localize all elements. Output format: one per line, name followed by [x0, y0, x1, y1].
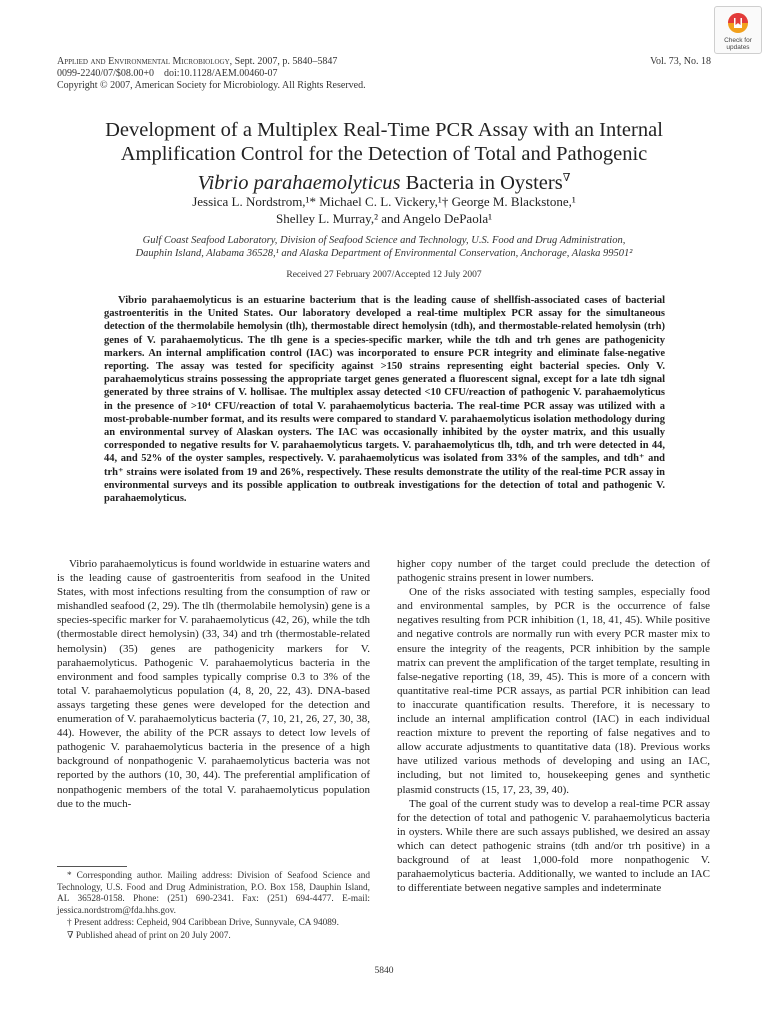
- article-title: [40, 118, 728, 195]
- page-number: 5840: [374, 966, 394, 976]
- title-line-2: Amplification Control for the Detection of Total and Pathogenic: [120, 143, 648, 165]
- title-line-3-rest: Bacteria in Oysters: [400, 171, 563, 194]
- footnote-published-ahead: ∇ Published ahead of print on 20 July 2007.: [67, 930, 231, 941]
- footnote-corresponding-author: * Corresponding author. Mailing address: Division of Seafood Science and Technology, U.S. Food and Drug Administration, P.O. Box 158, Dauphin Island, AL 36528-0158. Phone: (251) 690-2341. Fax: (251) 694-4477. E-mail: jessica.nordstrom@fda.hhs.gov.: [57, 871, 370, 916]
- authors-line-2: Shelley L. Murray,² and Angelo DePaola¹: [276, 211, 492, 226]
- check-for-updates-badge[interactable]: [714, 6, 762, 54]
- check-for-updates-icon: [726, 11, 750, 35]
- title-species: Vibrio parahaemolyticus: [197, 171, 401, 194]
- footnote-present-address: † Present address: Cepheid, 904 Caribbean Drive, Sunnyvale, CA 94089.: [67, 918, 339, 929]
- title-line-1: Development of a Multiplex Real-Time PCR Assay with an Internal: [105, 119, 663, 141]
- body-column-left: [57, 557, 370, 811]
- intro-paragraph-1-continued: higher copy number of the target could preclude the detection of pathogenic strains present in lower numbers.: [397, 558, 710, 585]
- intro-paragraph-3: The goal of the current study was to develop a real-time PCR assay for the detection of total and pathogenic V. parahaemolyticus bacteria in oysters. While there are such assays published, we desired an assay which can detect pathogenic strains (tdh and/or trh positive) in a background of at least 1,000-fold more nonpathogenic V. parahaemolyticus bacteria. Additionally, we wanted to include an IAC to differentiate between negative samples and indeterminate: [397, 797, 710, 895]
- journal-citation: [57, 56, 557, 68]
- intro-paragraph-1: Vibrio parahaemolyticus is found worldwide in estuarine waters and is the leading cause of gastroenteritis from seafood in the United States, with most infections resulting from the consumption of raw or mishandled seafood (2, 29). The tlh (thermolabile hemolysin) gene is a species-specific marker for V. parahaemolyticus (42, 26), while the tdh (thermostable direct hemolysin) (33, 34) and trh (thermostable-related hemolysin) (35) genes are pathogenicity markers for V. parahaemolyticus. Pathogenic V. parahaemolyticus bacteria in the environment and food samples typically comprise 0.3 to 3% of the total V. parahaemolyticus population (4, 8, 20, 22, 43). DNA-based assays targeting these genes were developed for the detection and enumeration of V. parahaemolyticus bacteria (7, 10, 21, 26, 27, 30, 38, 44). However, the ability of the PCR assays to detect low levels of pathogenic V. parahaemolyticus bacteria in the presence of a high background of nonpathogenic V. parahaemolyticus bacteria was not reported by the authors (10, 30, 44). The preferential amplification of nonpathogenic members of the total V. parahaemolyticus population due to the much-: [57, 558, 370, 810]
- body-column-right: [397, 557, 710, 895]
- authors-line-1: Jessica L. Nordstrom,¹* Michael C. L. Vickery,¹† George M. Blackstone,¹: [192, 194, 576, 209]
- received-accepted-dates: Received 27 February 2007/Accepted 12 July 2007: [286, 270, 482, 280]
- check-updates-label-1: Check for: [724, 37, 752, 44]
- issn-doi-line: 0099-2240/07/$08.00+0 doi:10.1128/AEM.00460-07: [57, 68, 278, 79]
- copyright-line: Copyright © 2007, American Society for Microbiology. All Rights Reserved.: [57, 80, 366, 91]
- affiliation-line-1: Gulf Coast Seafood Laboratory, Division of Seafood Science and Technology, U.S. Food and Drug Administration,: [142, 235, 626, 246]
- journal-citation-details: , Sept. 2007, p. 5840–5847: [229, 56, 338, 67]
- journal-name: Applied and Environmental Microbiology: [57, 56, 230, 67]
- footnote-rule: [57, 866, 127, 867]
- journal-info: [57, 56, 557, 92]
- affiliation-line-2: Dauphin Island, Alabama 36528,¹ and Alaska Department of Environmental Conservation, Anchorage, Alaska 99501²: [135, 248, 633, 259]
- intro-paragraph-2: One of the risks associated with testing samples, especially food and environmental samples, by PCR is the occurrence of false negatives resulting from PCR inhibition (1, 18, 41, 45). While positive and negative controls are normally run with every PCR master mix to ensure the integrity of the reagents, PCR inhibition by the sample matrix can prevent the amplification of the target template, resulting in false-negative reporting (18, 39, 45). This is more of a concern with quantitative real-time PCR assays, as partial PCR inhibition can lead to inaccurate quantification results. Therefore, it is necessary to include an internal amplification control (IAC) in each individual reaction mixture to prevent the reporting of false negatives and to allow accurate adjustments to quantitative data (18). Previous works have utilized various methods of developing and using an IAC, including, but not limited to, housekeeping genes and synthetic plasmid constructs (15, 17, 23, 39, 40).: [397, 586, 710, 796]
- abstract: Vibrio parahaemolyticus is an estuarine bacterium that is the leading cause of shellfish-associated cases of bacterial gastroenteritis in the United States. Our laboratory developed a real-time multiplex PCR assay for the simultaneous detection of the thermolabile hemolysin (tlh), thermostable direct hemolysin (tdh), and thermostable-related hemolysin (trh) genes of V. parahaemolyticus. The tlh gene is a species-specific marker, while the tdh and trh genes are pathogenicity markers. An internal amplification control (IAC) was incorporated to ensure PCR integrity and eliminate false-negative reporting. The assay was tested for specificity against >150 strains representing eight bacterial species. Only V. parahaemolyticus strains possessing the appropriate target genes generated a fluorescent signal, except for a late tdh signal generated by three strains of V. hollisae. The multiplex assay detected <10 CFU/reaction of pathogenic V. parahaemolyticus in the presence of >10⁴ CFU/reaction of total V. parahaemolyticus bacteria. The real-time PCR assay was utilized with a most-probable-number format, and its results were compared to standard V. parahaemolyticus isolation methodology during an environmental survey of Alaskan oysters. The IAC was occasionally inhibited by the oyster matrix, and this usually corresponded to negative results for V. parahaemolyticus targets. V. parahaemolyticus tlh, tdh, and trh were detected in 44, 44, and 52% of the oyster samples, respectively. V. parahaemolyticus was isolated from 33% of the samples, and tdh⁺ and trh⁺ strains were isolated from 19 and 26%, respectively. These results demonstrate the utility of the real-time PCR assay in environmental surveys and its possible application to outbreak investigations for the detection of total and pathogenic V. parahaemolyticus.: [104, 295, 665, 505]
- affiliations: [40, 234, 728, 260]
- footnotes: [57, 866, 370, 944]
- title-line-3: [40, 166, 728, 195]
- title-footnote-mark: ∇: [562, 172, 571, 184]
- author-list: [40, 193, 728, 227]
- volume-issue: Vol. 73, No. 18: [650, 56, 711, 67]
- check-updates-label-2: updates: [726, 44, 750, 51]
